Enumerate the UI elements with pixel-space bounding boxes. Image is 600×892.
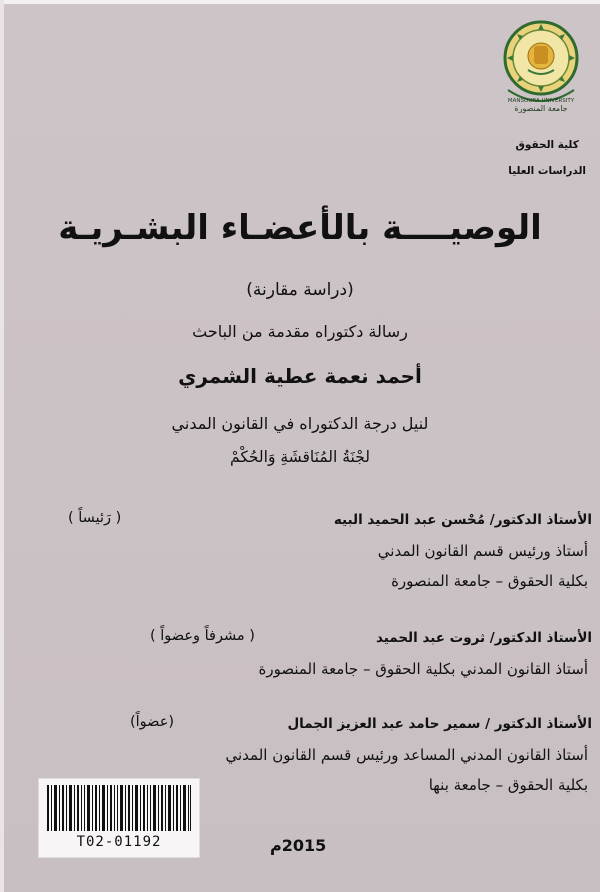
thesis-title: الوصيــــة بالأعضـاء البشـريـة [58,208,542,248]
member-3-line-1: أستاذ القانون المدني المساعد ورئيس قسم القانون المدني [225,746,588,764]
degree-statement: لنيل درجة الدكتوراه في القانون المدني [171,414,429,433]
faculty-department: الدراسات العليا [508,165,586,177]
member-3-role: (عضواً) [130,714,175,730]
author-name: أحمد نعمة عطية الشمري [178,364,422,388]
faculty-block [508,132,586,184]
thesis-subtitle: (دراسة مقارنة) [246,280,354,300]
page-edge-left [0,0,4,892]
emblem-arc-text: MANSOURA UNIVERSITY [507,98,575,104]
member-3-line-2: بكلية الحقوق – جامعة بنها [428,776,588,794]
university-emblem-icon [498,18,584,114]
member-1-line-1: أستاذ ورئيس قسم القانون المدني [377,542,588,560]
member-2-line-1: أستاذ القانون المدني بكلية الحقوق – جامعة المنصورة [258,660,588,678]
member-2-name: الأستاذ الدكتور/ ثروت عبد الحميد [375,630,592,646]
emblem-script-text: جامعة المنصورة [514,104,568,113]
barcode-label [38,778,200,858]
committee-heading: لجْنَةُ المُنَاقشَةِ وَالحُكْمْ [230,448,370,466]
publication-year: 2015م [270,836,327,855]
faculty-name: كلية الحقوق [515,139,579,151]
member-1-name: الأستاذ الدكتور/ مُحْسن عبد الحميد البيه [333,512,592,528]
presented-by: رسالة دكتوراه مقدمة من الباحث [192,322,408,341]
barcode-number: T02-01192 [76,834,162,850]
member-1-line-2: بكلية الحقوق – جامعة المنصورة [391,572,588,590]
member-3-name: الأستاذ الدكتور / سمير حامد عبد العزيز الجمال [287,716,592,732]
page-edge-top [0,0,600,4]
member-2-role: ( مشرفاً وعضواً ) [150,628,255,644]
member-1-role: ( رَئيساً ) [68,510,122,526]
barcode-bars [47,785,191,831]
